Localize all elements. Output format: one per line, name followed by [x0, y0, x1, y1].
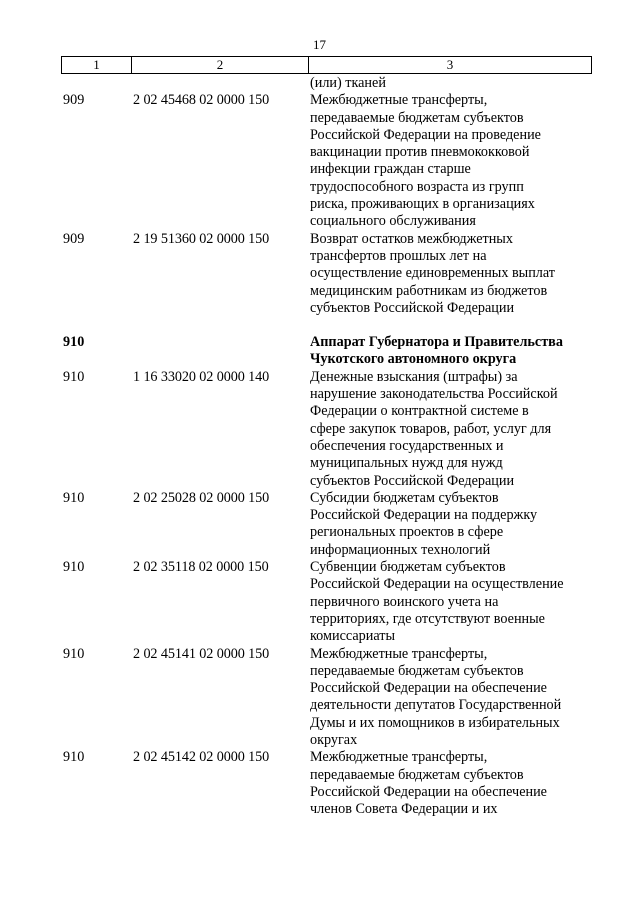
kbk-code: 2 02 35118 02 0000 150 — [133, 559, 269, 576]
admin-code: 910 — [63, 489, 85, 506]
table-row — [63, 749, 593, 818]
table-row — [63, 334, 593, 369]
row-description: Межбюджетные трансферты, передаваемые бюджетам субъектов Российской Федерации на проведение вакцинации против пневмококковой инфекции граждан старше трудоспособного возраста из групп риска, проживающих в организациях социального обслуживания — [310, 92, 541, 230]
row-description: Возврат остатков межбюджетных трансфертов прошлых лет на осуществление единовременных выплат медицинским работникам из бюджетов субъектов Российской Федерации — [310, 230, 556, 316]
admin-code: 910 — [63, 645, 85, 662]
admin-code: 910 — [63, 559, 85, 576]
page-number: 17 — [313, 37, 326, 52]
table-body — [63, 75, 593, 818]
admin-code: 909 — [63, 230, 85, 247]
table-row — [63, 75, 593, 92]
row-description: (или) тканей — [310, 75, 386, 91]
row-description: Субсидии бюджетам субъектов Российской Федерации на поддержку региональных проектов в сфере информационных технологий — [310, 489, 538, 558]
kbk-code: 1 16 33020 02 0000 140 — [133, 368, 270, 385]
table-row — [63, 646, 593, 750]
admin-code — [63, 75, 133, 92]
table-row — [63, 559, 593, 645]
header-col-3: 3 — [446, 57, 454, 72]
kbk-code: 2 02 45468 02 0000 150 — [133, 92, 270, 109]
table-row — [63, 231, 593, 317]
table-row — [63, 490, 593, 559]
header-col-1: 1 — [62, 57, 132, 73]
admin-code: 909 — [63, 92, 85, 109]
kbk-code: 2 02 45141 02 0000 150 — [133, 645, 270, 662]
row-description: Субвенции бюджетам субъектов Российской Федерации на осуществление первичного воинского учета на территориях, где отсутствуют военные комиссариаты — [310, 559, 564, 645]
table-row — [63, 92, 593, 230]
admin-code: 910 — [63, 334, 85, 351]
row-description: Межбюджетные трансферты, передаваемые бюджетам субъектов Российской Федерации на обеспечение деятельности депутатов Государственной Думы и их помощников в избирательных округах — [310, 645, 562, 748]
kbk-code: 2 02 45142 02 0000 150 — [133, 749, 270, 766]
table-header — [61, 56, 592, 74]
row-spacer — [63, 317, 593, 334]
kbk-code — [133, 75, 310, 92]
kbk-code: 2 19 51360 02 0000 150 — [133, 230, 270, 247]
table-row — [63, 369, 593, 490]
row-description: Межбюджетные трансферты, передаваемые бюджетам субъектов Российской Федерации на обеспечение членов Совета Федерации и их — [310, 749, 547, 818]
admin-code: 910 — [63, 368, 85, 385]
kbk-code — [133, 334, 310, 369]
row-description: Денежные взыскания (штрафы) за нарушение законодательства Российской Федерации о контрактной системе в сфере закупок товаров, работ, услуг для обеспечения государственных и муниципальных нужд для нужд субъектов Российской Федерации — [310, 368, 558, 489]
admin-code: 910 — [63, 749, 85, 766]
row-description: Аппарат Губернатора и Правительства Чукотского автономного округа — [310, 334, 563, 368]
kbk-code: 2 02 25028 02 0000 150 — [133, 489, 270, 506]
header-col-2: 2 — [132, 57, 309, 73]
